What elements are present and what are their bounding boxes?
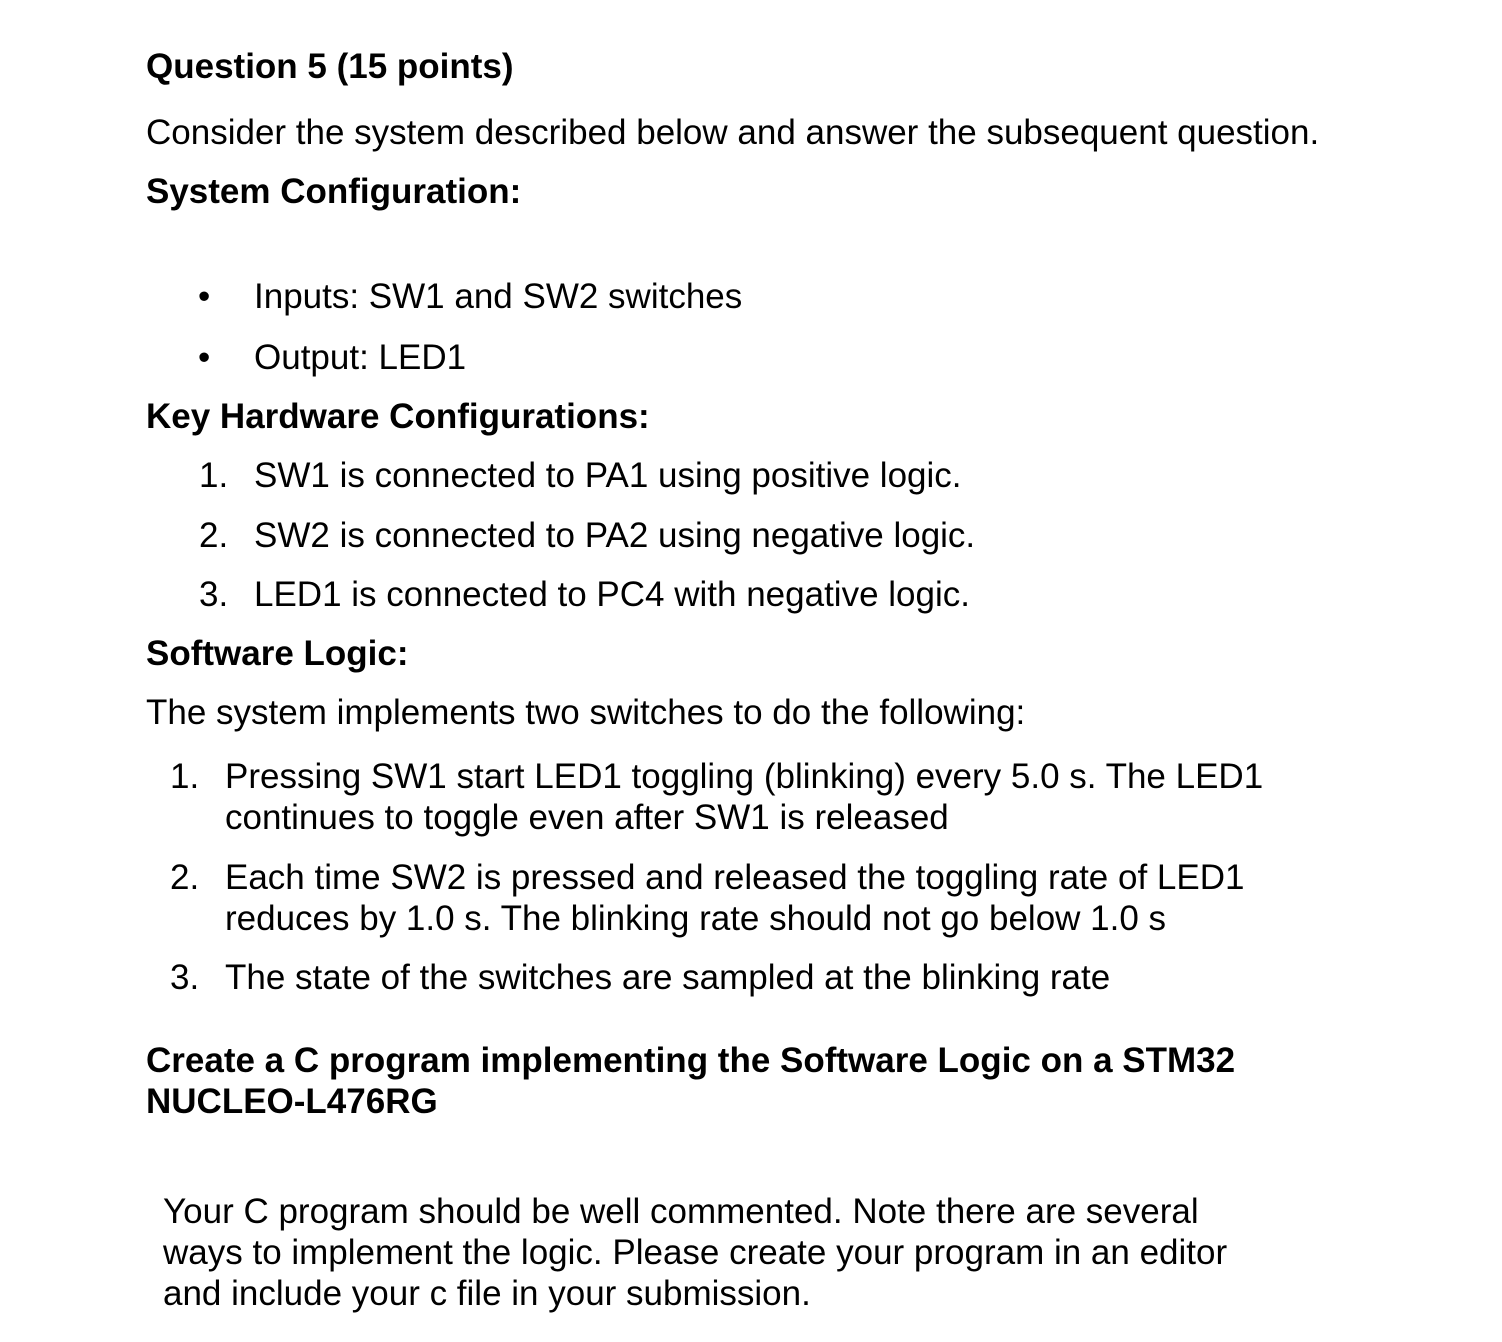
list-item-text: Pressing SW1 start LED1 toggling (blinking) every 5.0 s. The LED1: [225, 757, 1264, 796]
hardware-heading: Key Hardware Configurations:: [146, 397, 650, 436]
list-item-text: Inputs: SW1 and SW2 switches: [254, 277, 743, 316]
list-item-text: The state of the switches are sampled at the blinking rate: [225, 958, 1111, 997]
software-heading: Software Logic:: [146, 634, 409, 673]
list-item-text: SW2 is connected to PA2 using negative logic.: [254, 516, 976, 555]
list-item-number: 2.: [170, 858, 200, 897]
bullet-icon: •: [198, 338, 211, 377]
list-item-text: SW1 is connected to PA1 using positive logic.: [254, 456, 962, 495]
list-item-text: Output: LED1: [254, 338, 467, 377]
list-item-number: 3.: [199, 575, 229, 614]
task-line-2: NUCLEO-L476RG: [146, 1082, 438, 1121]
list-item-number: 3.: [170, 958, 200, 997]
question-title: Question 5 (15 points): [146, 47, 514, 86]
list-item-number: 2.: [199, 516, 229, 555]
list-item-text: Each time SW2 is pressed and released the toggling rate of LED1: [225, 858, 1245, 897]
bullet-icon: •: [198, 277, 211, 316]
note-line-1: Your C program should be well commented. Note there are several: [163, 1192, 1199, 1231]
note-line-3: and include your c file in your submission.: [163, 1274, 811, 1313]
list-item-text-continued: reduces by 1.0 s. The blinking rate should not go below 1.0 s: [225, 899, 1167, 938]
list-item-number: 1.: [170, 757, 200, 796]
list-item-text: LED1 is connected to PC4 with negative logic.: [254, 575, 970, 614]
question-intro: Consider the system described below and answer the subsequent question.: [146, 113, 1320, 152]
system-configuration-heading: System Configuration:: [146, 172, 522, 211]
task-line-1: Create a C program implementing the Software Logic on a STM32: [146, 1041, 1236, 1080]
list-item-text-continued: continues to toggle even after SW1 is released: [225, 798, 949, 837]
note-line-2: ways to implement the logic. Please create your program in an editor: [163, 1233, 1228, 1272]
software-intro: The system implements two switches to do the following:: [146, 693, 1026, 732]
list-item-number: 1.: [199, 456, 229, 495]
